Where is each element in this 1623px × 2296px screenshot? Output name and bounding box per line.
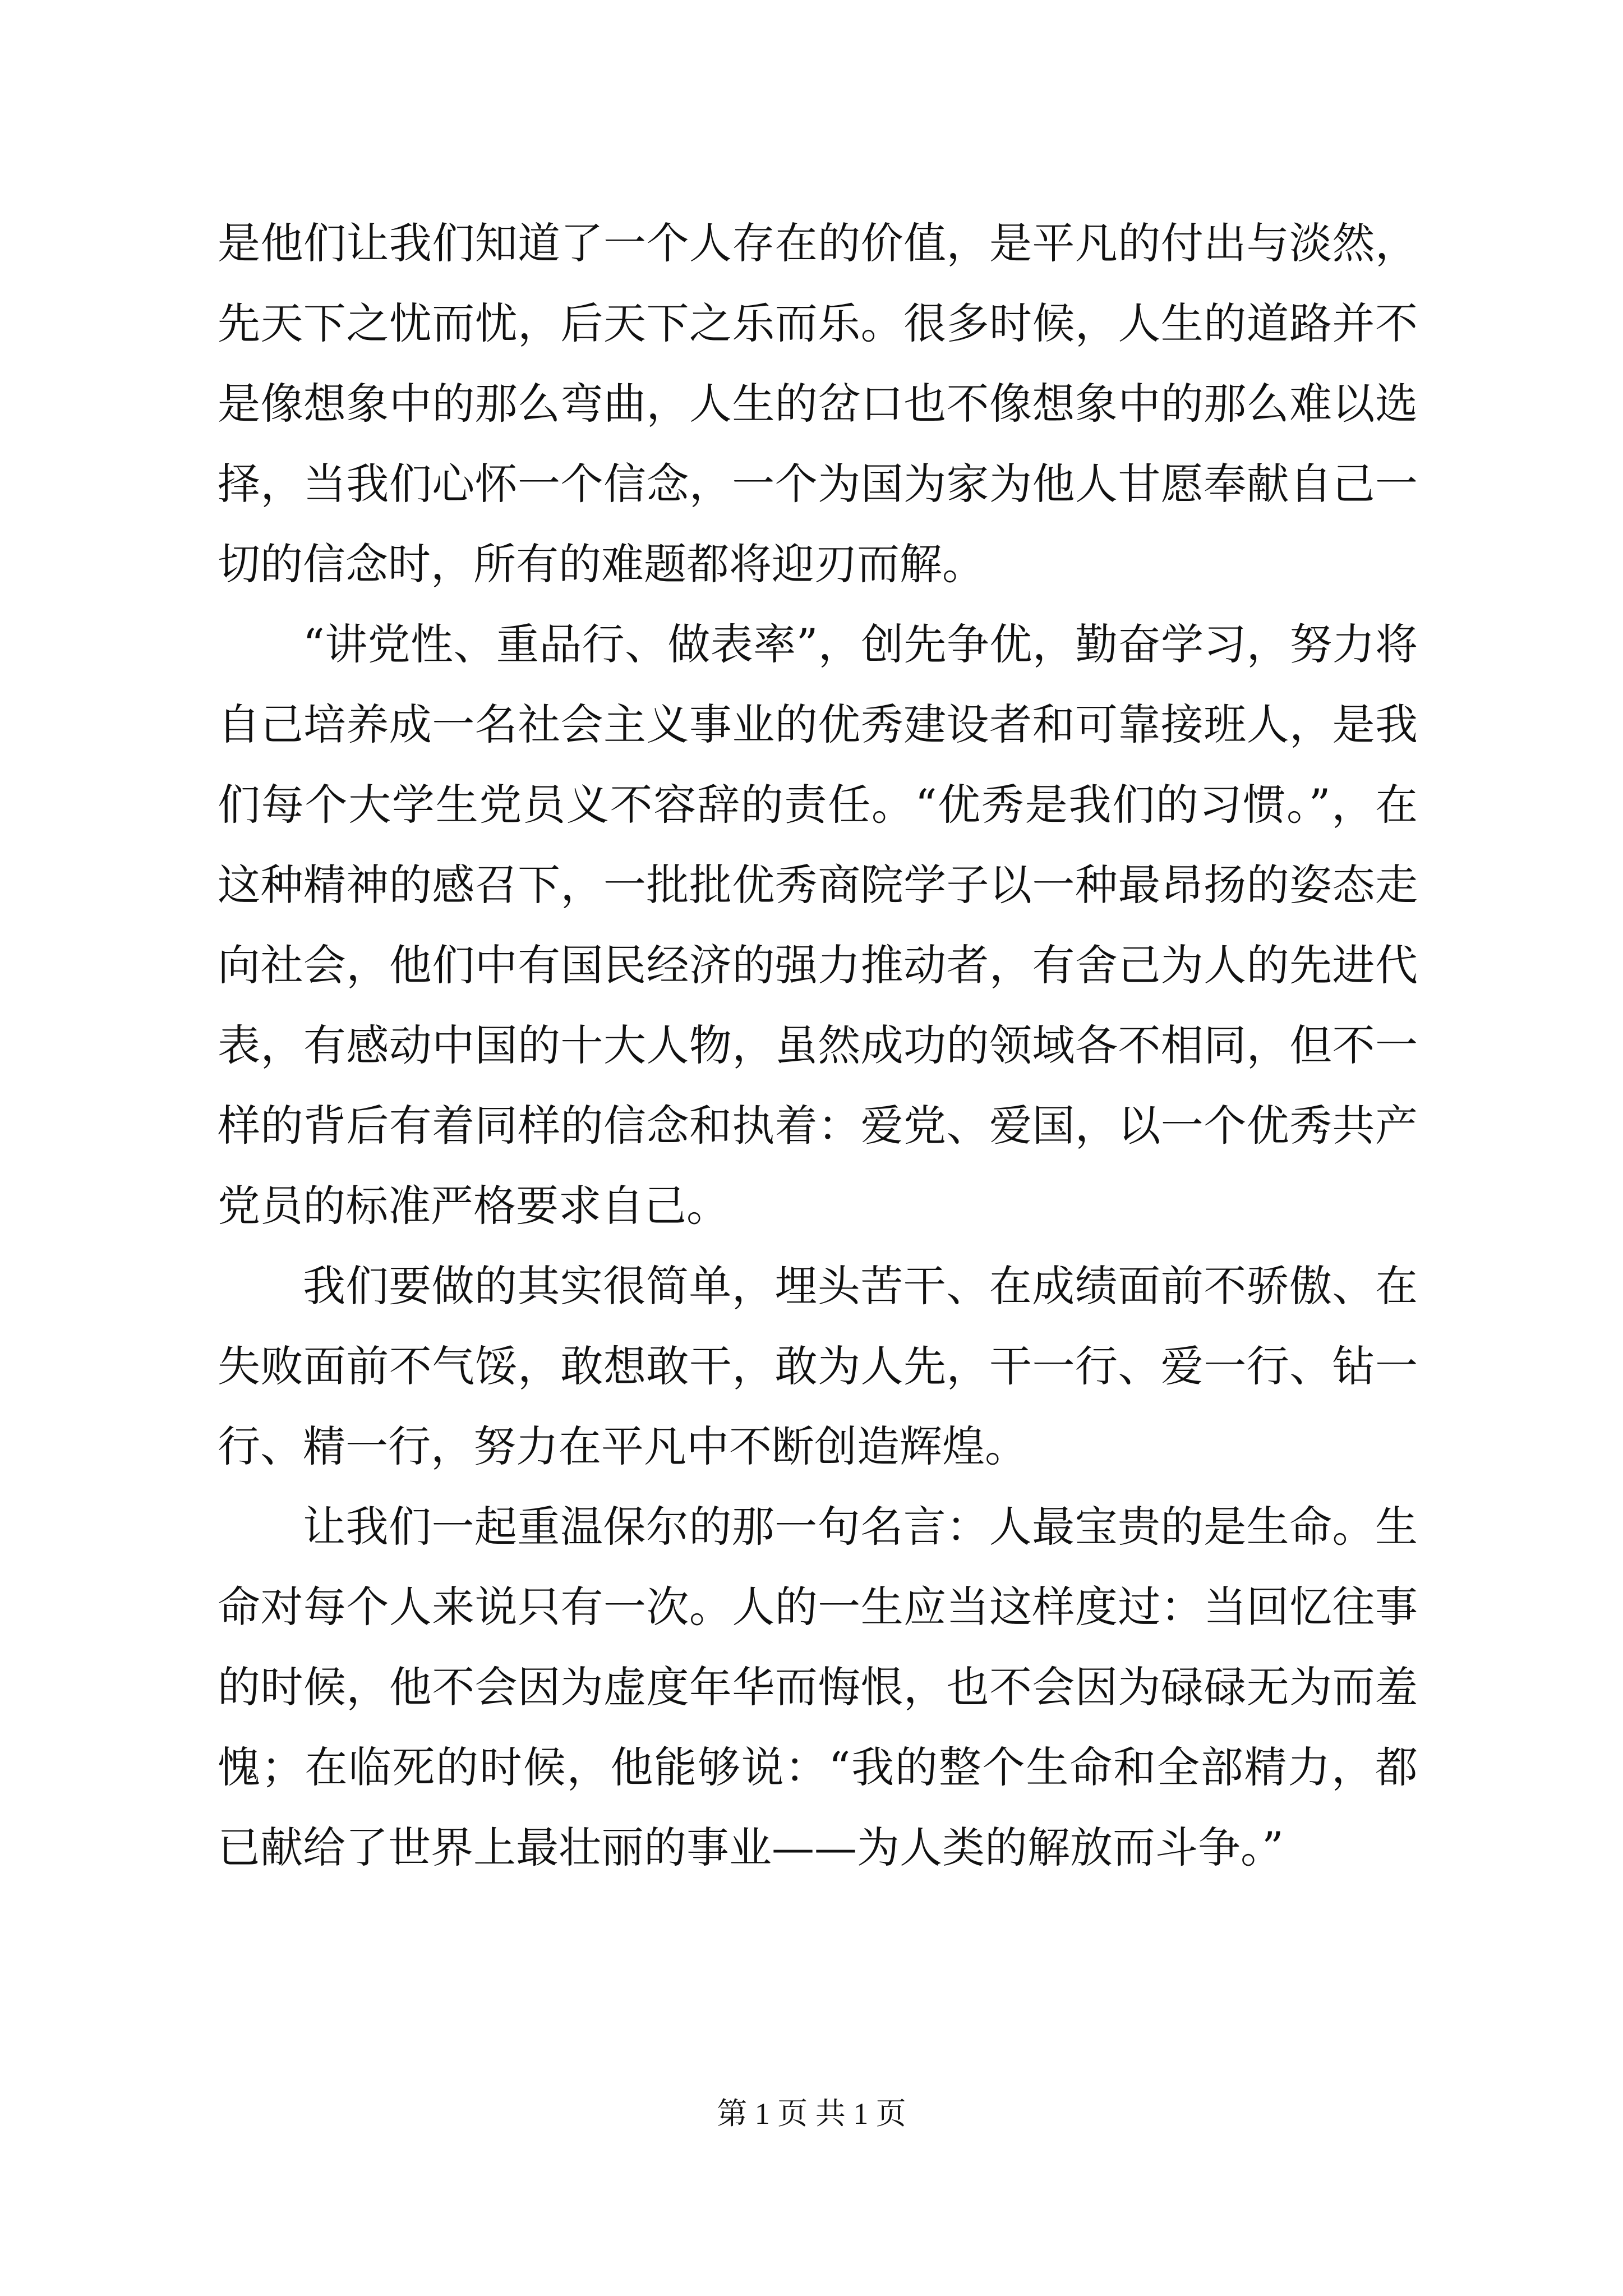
paragraph-3: 我们要做的其实很简单，埋头苦干、在成绩面前不骄傲、在失败面前不气馁，敢想敢干，敢为人先，干一行、爱一行、钻一行、精一行，努力在平凡中不断创造辉煌。 (218, 1261, 1418, 1471)
paragraph-4: 让我们一起重温保尔的那一句名言：人最宝贵的是生命。生命对每个人来说只有一次。人的一生应当这样度过：当回忆往事的时候，他不会因为虚度年华而悔恨，也不会因为碌碌无为而羞愧；在临死的时候，他能够说：“我的整个生命和全部精力，都已献给了世界上最壮丽的事业——为人类的解放而斗争。” (218, 1502, 1418, 1872)
page-footer: 第 1 页 共 1 页 (717, 2097, 906, 2131)
paragraph-2: “讲党性、重品行、做表率”，创先争优，勤奋学习，努力将自己培养成一名社会主义事业的优秀建设者和可靠接班人，是我们每个大学生党员义不容辞的责任。“优秀是我们的习惯。”，在这种精神的感召下，一批批优秀商院学子以一种最昂扬的姿态走向社会，他们中有国民经济的强力推动者，有舍己为人的先进代表，有感动中国的十大人物，虽然成功的领域各不相同，但不一样的背后有着同样的信念和执着：爱党、爱国，以一个优秀共产党员的标准严格要求自己。 (218, 619, 1418, 1231)
document-body (218, 203, 1418, 1888)
paragraph-1: 是他们让我们知道了一个人存在的价值，是平凡的付出与淡然，先天下之忧而忧，后天下之乐而乐。很多时候，人生的道路并不是像想象中的那么弯曲，人生的岔口也不像想象中的那么难以选择，当我们心怀一个信念，一个为国为家为他人甘愿奉献自己一切的信念时，所有的难题都将迎刃而解。 (218, 218, 1418, 589)
